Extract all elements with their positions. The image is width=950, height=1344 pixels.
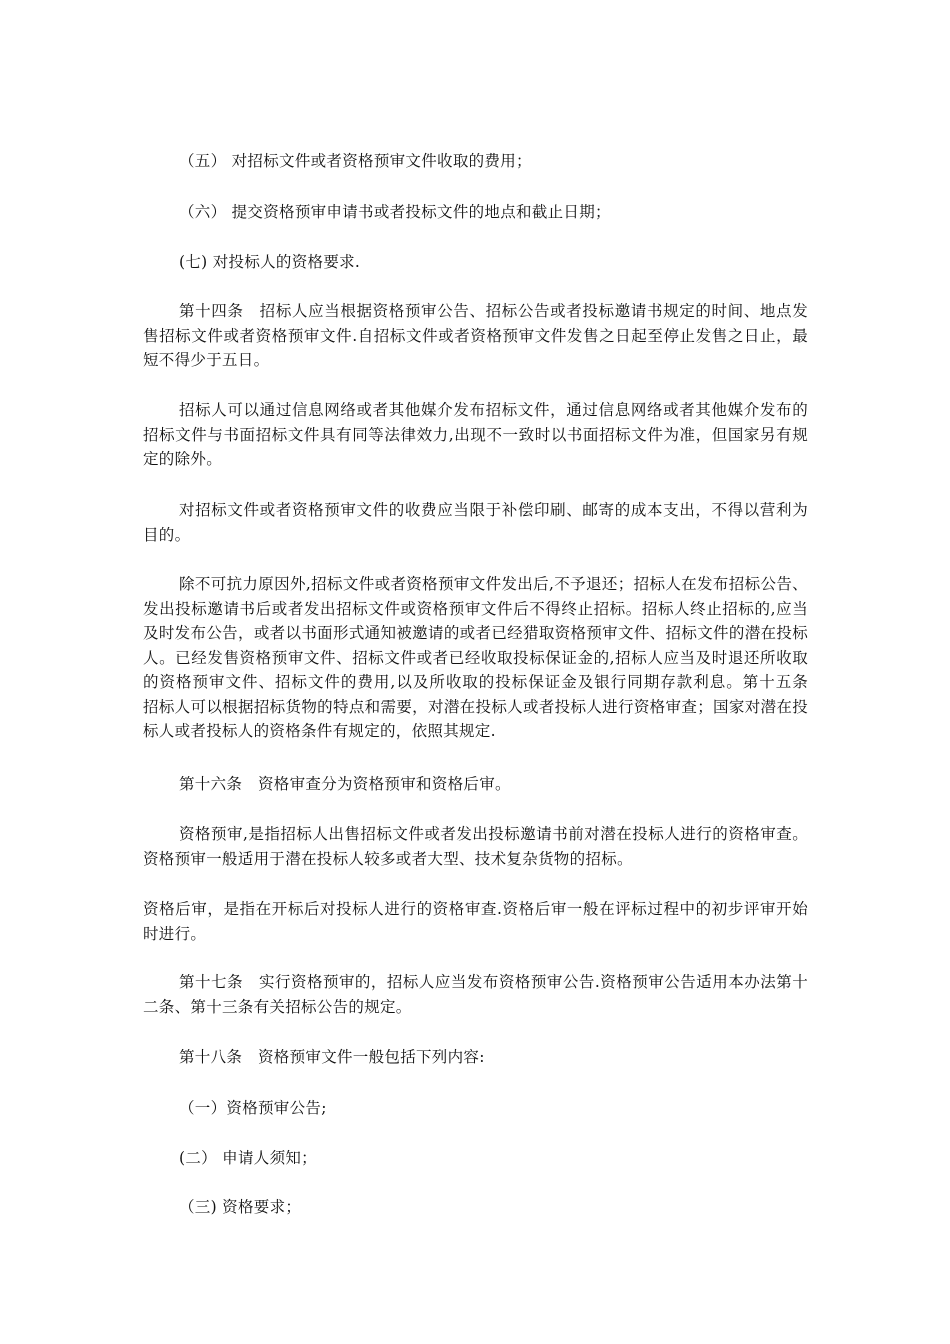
network-publication-paragraph: 招标人可以通过信息网络或者其他媒介发布招标文件，通过信息网络或者其他媒介发布的招标文件与书面招标文件具有同等法律效力,出现不一致时以书面招标文件为准，但国家另有规定的除外。 [143, 401, 808, 468]
article-16-paragraph: 第十六条 资格审查分为资格预审和资格后审。 [179, 775, 511, 793]
article-18-paragraph: 第十八条 资格预审文件一般包括下列内容: [179, 1048, 485, 1066]
list-item-6: （六） 提交资格预审申请书或者投标文件的地点和截止日期； [179, 203, 611, 221]
article-14-paragraph: 第十四条 招标人应当根据资格预审公告、招标公告或者投标邀请书规定的时间、地点发售招标文件或者资格预审文件.自招标文件或者资格预审文件发售之日起至停止发售之日止，最短不得少于五日。 [143, 302, 808, 369]
list-item-2: (二） 申请人须知； [179, 1149, 317, 1167]
fee-paragraph: 对招标文件或者资格预审文件的收费应当限于补偿印刷、邮寄的成本支出，不得以营利为目的。 [143, 501, 808, 544]
list-item-1: （一）资格预审公告; [179, 1099, 327, 1117]
pre-qualification-paragraph: 资格预审,是指招标人出售招标文件或者发出投标邀请书前对潜在投标人进行的资格审查。资格预审一般适用于潜在投标人较多或者大型、技术复杂货物的招标。 [143, 825, 808, 868]
article-17-paragraph: 第十七条 实行资格预审的，招标人应当发布资格预审公告.资格预审公告适用本办法第十二条、第十三条有关招标公告的规定。 [143, 973, 808, 1016]
list-item-3: （三) 资格要求； [179, 1198, 302, 1216]
list-item-7: (七) 对投标人的资格要求. [179, 253, 361, 271]
no-refund-paragraph: 除不可抗力原因外,招标文件或者资格预审文件发出后,不予退还；招标人在发布招标公告、发出投标邀请书后或者发出招标文件或资格预审文件后不得终止招标。招标人终止招标的,应当及时发布公告，或者以书面形式通知被邀请的或者已经猎取资格预审文件、招标文件的潜在投标人。已经发售资格预审文件、招标文件或者已经收取投标保证金的,招标人应当及时退还所收取的资格预审文件、招标文件的费用,以及所收取的投标保证金及银行同期存款利息。第十五条 招标人可以根据招标货物的特点和需要，对潜在投标人或者投标人进行资格审查；国家对潜在投标人或者投标人的资格条件有规定的，依照其规定. [143, 575, 824, 740]
list-item-5: （五） 对招标文件或者资格预审文件收取的费用； [179, 152, 532, 170]
post-qualification-paragraph: 资格后审，是指在开标后对投标人进行的资格审查.资格后审一般在评标过程中的初步评审开始时进行。 [143, 900, 808, 943]
